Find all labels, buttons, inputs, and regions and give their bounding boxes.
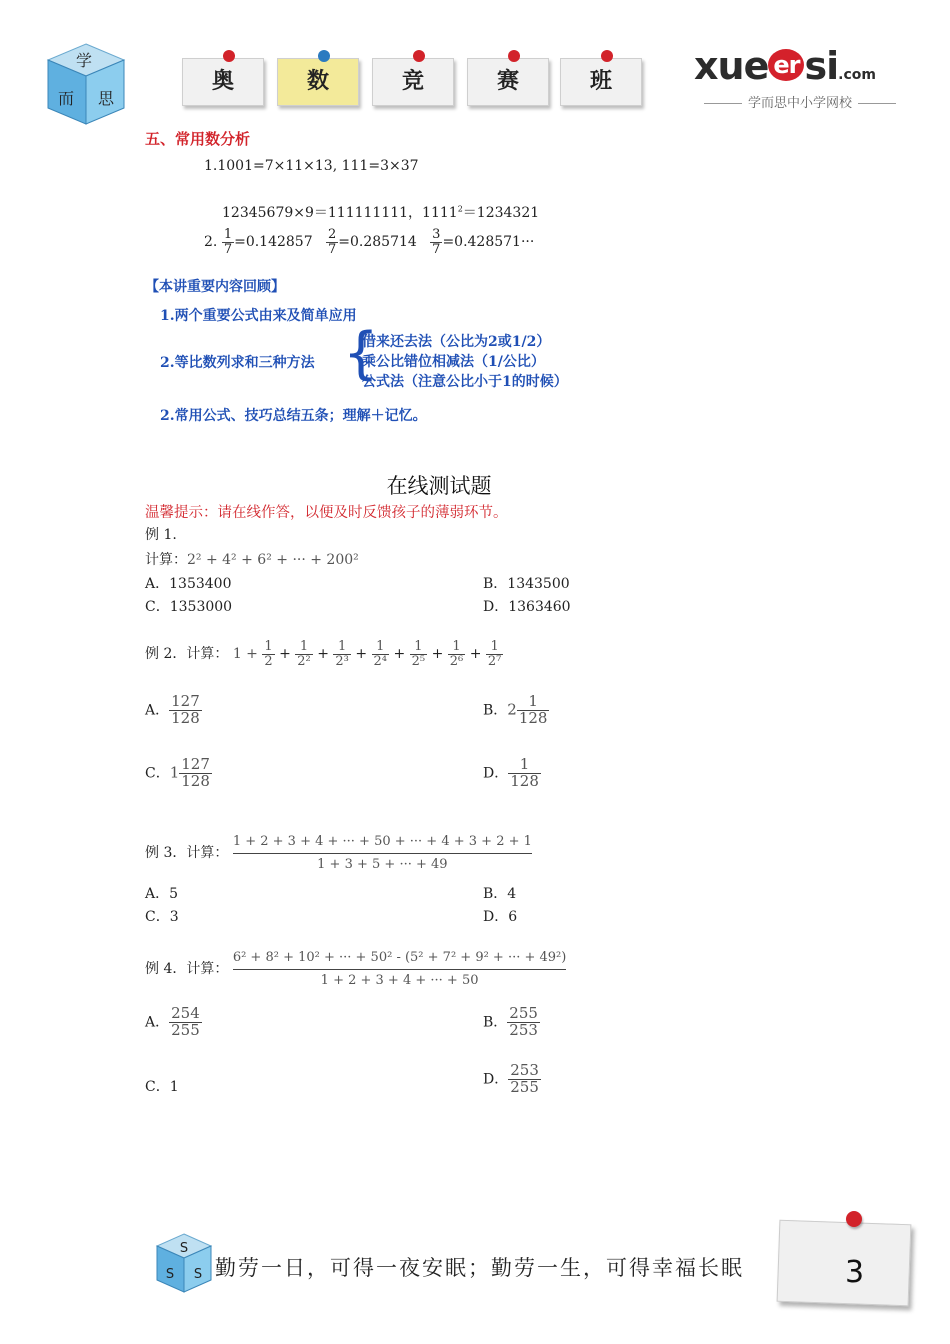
pin-icon bbox=[413, 50, 425, 62]
ex4-option-b[interactable]: B． $\frac{255}{253}$ bbox=[483, 1004, 538, 1039]
ex3-option-a[interactable]: A．5 bbox=[145, 886, 179, 902]
brace-icon: { bbox=[343, 321, 379, 386]
ex4-question: 例 4．计算： $\frac{\text{6² + 8² + 10² + ··· + 50² - (5² + 7² + 9² + ··· + 49²)}}{1 + 2 + 3 + 4 + \cdot\cdot\cdot + 50}$ bbox=[145, 950, 567, 988]
pin-icon bbox=[846, 1211, 862, 1227]
ex1-option-b[interactable]: B．1343500 bbox=[483, 576, 570, 592]
fraction: $\frac{2}{7}$ bbox=[327, 227, 337, 257]
footer-motto: 勤劳一日，可得一夜安眠；勤劳一生，可得幸福长眠 bbox=[215, 1256, 744, 1280]
tab-ban: 班 bbox=[560, 58, 642, 106]
ex2-option-a[interactable]: A． $\frac{127}{128}$ bbox=[145, 692, 200, 727]
cube-glyph-left: 而 bbox=[57, 89, 75, 108]
ex1-option-d[interactable]: D．1363460 bbox=[483, 599, 571, 615]
tab-jing: 竞 bbox=[372, 58, 454, 106]
method-3: 公式法（注意公比小于1的时候） bbox=[362, 374, 568, 390]
method-2: 乘公比错位相减法（1/公比） bbox=[362, 354, 545, 370]
cube-glyph-top: 学 bbox=[75, 51, 93, 70]
cube-glyph-right: 思 bbox=[97, 89, 115, 108]
fraction: $\frac{3}{7}$ bbox=[432, 227, 441, 257]
section-heading: 五、常用数分析 bbox=[145, 130, 251, 148]
tip-text: 温馨提示：请在线作答，以便及时反馈孩子的薄弱环节。 bbox=[145, 505, 508, 521]
pin-icon bbox=[223, 50, 235, 62]
fraction: $\frac{1}{7}$ bbox=[223, 227, 233, 257]
ex3-option-b[interactable]: B．4 bbox=[483, 886, 517, 902]
test-title: 在线测试题 bbox=[386, 474, 492, 498]
review-item-3: 2.常用公式、技巧总结五条；理解＋记忆。 bbox=[160, 408, 427, 424]
svg-text:S: S bbox=[193, 1267, 203, 1282]
ex4-option-d[interactable]: D． $\frac{253}{255}$ bbox=[483, 1061, 539, 1096]
tab-sai: 赛 bbox=[467, 58, 549, 106]
page-note bbox=[777, 1220, 912, 1307]
pin-icon bbox=[318, 50, 330, 62]
ex1-option-c[interactable]: C．1353000 bbox=[145, 599, 233, 615]
review-item-2: 2.等比数列求和三种方法 bbox=[160, 355, 315, 371]
logo-subtitle: 学而思中小学网校 bbox=[680, 92, 920, 111]
xueersi-cube-logo bbox=[44, 40, 128, 128]
ex2-option-b[interactable]: B．2 $\frac{1}{128}$ bbox=[483, 692, 548, 727]
pin-icon bbox=[601, 50, 613, 62]
ex4-option-a[interactable]: A． $\frac{254}{255}$ bbox=[145, 1004, 200, 1039]
ex3-question: 例 3．计算： $\frac{1 + 2 + 3 + 4 + \cdot\cdot\cdot + 50 + \cdot\cdot\cdot + 4 + 3 + 2 + 1}{1 + 3 + 5 + \cdot\cdot\cdot + 49}$ bbox=[145, 834, 532, 872]
svg-text:S: S bbox=[179, 1241, 189, 1256]
ex1-option-a[interactable]: A．1353400 bbox=[145, 576, 232, 592]
ex2-option-d[interactable]: D． $\frac{1}{128}$ bbox=[483, 755, 539, 790]
ex4-option-c[interactable]: C．1 bbox=[145, 1079, 179, 1095]
page-number: 3 bbox=[845, 1255, 865, 1290]
ex3-option-c[interactable]: C．3 bbox=[145, 909, 179, 925]
ex3-option-d[interactable]: D．6 bbox=[483, 909, 518, 925]
ex1-label: 例 1. bbox=[145, 527, 177, 543]
ex1-question: 计算：2² + 4² + 6² + ··· + 200² bbox=[145, 552, 359, 568]
common-number-line-1: 1.1001=7×11×13, 111=3×37 bbox=[204, 158, 419, 174]
ex2-question: 例 2．计算： 1 + $\frac{1}{2}$ + $\frac{1}{\text{2²}}$ + $\frac{1}{\text{2³}}$ + $\frac{1}{\text{2⁴}}$ + $\frac{1}{\text{2⁵}}$ + $\frac{1}{\text{2⁶}}$ + $\frac{1}{\text{2⁷}}$ bbox=[145, 639, 502, 669]
repeating-decimal-line: 2. $\frac{1}{7}$ =0.142857 $\frac{2}{7}$ =0.285714 $\frac{3}{7}$ =0.428571··· bbox=[204, 227, 535, 257]
review-heading: 【本讲重要内容回顾】 bbox=[145, 279, 285, 295]
svg-text:S: S bbox=[165, 1267, 175, 1282]
ex2-option-c[interactable]: C．1 $\frac{127}{128}$ bbox=[145, 755, 210, 790]
review-item-1: 1.两个重要公式由来及简单应用 bbox=[160, 308, 357, 324]
common-number-line-2: 12345679×9＝111111111，$1111^2=1234321$ bbox=[222, 204, 540, 221]
xueersi-logo: xue er si.com bbox=[694, 44, 876, 88]
footer-cube-icon bbox=[155, 1232, 213, 1294]
pin-icon bbox=[508, 50, 520, 62]
tab-ao: 奥 bbox=[182, 58, 264, 106]
tab-shu: 数 bbox=[277, 58, 359, 106]
method-1: 借来还去法（公比为2或1/2） bbox=[362, 334, 551, 350]
